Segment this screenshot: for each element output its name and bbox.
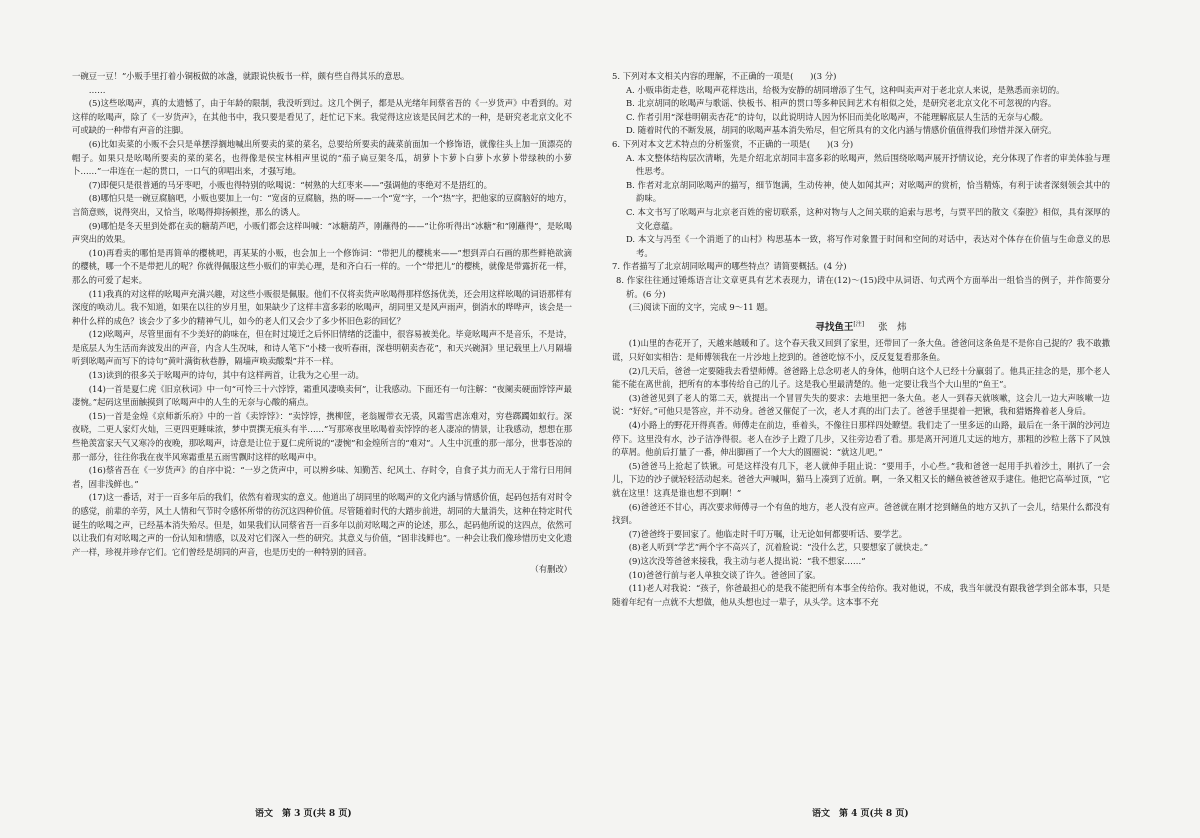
story-paragraph-2: (2)几天后，爸爸一定要随我去看望师傅。爸爸路上总念叨老人的身体，他明白这个人已经十分羸弱了。他具正挂念的是，那个老人能不能在离世前，把所有的本事传给自己的儿子。这是我心里最清楚的。他一定要让我当个大山里的“鱼王”。 xyxy=(612,365,1110,390)
paragraph-15: (15)一首是金煌《京师新乐府》中的一首《卖饽饽》：“卖饽饽，携柳筐，老翁履带衣无裘，风霜雪虐冻难对，穷巷踯躅如蚁行。深夜晓，二更人家灯火灿，三更四更睡味浓，梦中贾撰无痕头有半……”写那寒夜里吆喝着卖饽饽的老人凄凉的情景，让我感动，想想在那些艳羡富家天气又寒冷的夜晚，那吆喝声，诗意是让位于夏仁虎所说的“凄惋”和金煌所言的“难对”。人生中沉重的那一部分，世事苍凉的那一部分，往往你我在夜半风寒霜重星五雨雪飘时这样的吆喝声中。 xyxy=(72,410,572,462)
question-6: 6. 下列对本文艺术特点的分析鉴赏，不正确的一项是( )(3 分) xyxy=(612,138,854,149)
story-title: 寻找鱼王 xyxy=(815,321,854,333)
story-paragraph-6: (6)爸爸还不甘心，再次要求师傅寻一个有鱼的地方，老人没有应声。爸爸就在刚才挖到鳝鱼的地方又扒了一会儿，结果什么都没有找到。 xyxy=(612,501,1110,526)
page-footer-left: 语文 第 3 页(共 8 页) xyxy=(255,809,352,819)
question-5-option-a: A. 小贩串街走巷，吆喝声花样迭出，给极为安静的胡同增添了生气，这种叫卖声对于老北京人来说，是熟悉而亲切的。 xyxy=(626,84,1065,95)
page-footer-right: 语文 第 4 页(共 8 页) xyxy=(812,809,909,819)
question-6-option-d: D. 本文与冯至《一个消逝了的山村》构思基本一致，将写作对象置于时间和空间的对话中，表达对个体存在价值与生命意义的思考。 xyxy=(626,234,1110,258)
paragraph-10: (10)再看卖的哪怕是再简单的樱桃吧，再某某的小贩，也会加上一个修饰词：“带把儿的樱桃来——”想到弄白石画的那些鲜艳欲滴的樱桃，哪一个不是带把儿的呢？你就得佩服这些小贩们的审美心理，是和齐白石一样的。一个“带把儿”的樱桃，就像是带露折花一样，那么的可爱了起来。 xyxy=(72,247,572,285)
question-8: 8. 作家往往通过锤炼语言让文章更具有艺术表现力，请在(12)～(15)段中从词语、句式两个方面举出一组恰当的例子，并作简要分析。(6 分) xyxy=(616,274,1110,299)
question-5-option-c: C. 作者引用“深巷明朝卖杏花”的诗句，以此说明诗人因为怀旧而美化吆喝声，不能理解底层人生活的无奈与心酸。 xyxy=(626,111,1048,122)
story-paragraph-10: (10)爸爸行前与老人单独交谈了许久。爸爸回了家。 xyxy=(628,569,821,580)
paragraph-continuation: 一碗豆一豆！”小贩手里打着小铜板做的冰盏，就跟说快板书一样，颇有些自得其乐的意思。 xyxy=(72,71,410,81)
question-5: 5. 下列对本文相关内容的理解，不正确的一项是( )(3 分) xyxy=(612,71,837,81)
section-3-heading: (三)阅读下面的文字，完成 9～11 题。 xyxy=(628,302,773,313)
paragraph-14: (14)一首是夏仁虎《旧京秋词》中一句“可怜三十六饽饽，霜重风凄唤卖何”，让我感动。下面还有一句注解：“夜阑卖硬面饽饽声最凄惋。”起码这里面触摸到了吆喝声中的人生的无奈与心酸的痛点。 xyxy=(72,383,572,408)
question-6-option-a: A. 本文整体结构层次清晰，先是介绍北京胡同丰富多彩的吆喝声，然后围绕吆喝声展开抒情议论，充分体现了作者的审美体验与理性思考。 xyxy=(626,152,1110,177)
story-paragraph-3: (3)爸爸见到了老人的第二天，就提出一个冒冒失失的要求：去地里把一条大鱼。老人一到春天就咳嗽，这会儿一边大声咳嗽一边说：“好好。”可他只是答应，并不动身。爸爸又催促了一次，老人才真的出门去了。爸爸手里提着一把锹，我和猎婿搀着老人身后。 xyxy=(612,392,1110,417)
question-6-option-b: B. 作者对北京胡同吆喝声的描写，细节饱满，生动传神，使人如闻其声；对吆喝声的赏析，恰当精炼，有利于读者深刻领会其中的韵味。 xyxy=(626,179,1110,204)
story-author: 张 炜 xyxy=(878,321,907,333)
ellipsis-line: …… xyxy=(88,84,106,95)
paragraph-9: (9)哪怕是冬天里到处都在卖的糖葫芦吧，小贩们都会这样叫喊：“冰糖葫芦，刚蘸得的——”让你听得出“冰糖”和“刚蘸得”，是吆喝声突出的效果。 xyxy=(72,220,572,245)
paragraph-6: (6)比如卖菜的小贩不会只是单摆浮搁地喊出所要卖的菜的菜名，总要给所要卖的蔬菜前面加一个修饰语，就像往头上加一顶漂亮的帽子。如果只是吆喝所要卖的菜的菜名，也得像是侯宝林相声里说的“茄子扁豆架冬瓜，胡萝卜卞萝卜白萝卜水萝卜带绿秧的小萝卜……”一串连在一起的贯口，一口气的卯唱出来，才强写地。 xyxy=(72,138,572,177)
paragraph-7: (7)即便只是很普通的马牙枣吧，小贩也得特别的吆喝说：“树熟的大红枣来——”强调他的枣绝对不是捂红的。 xyxy=(88,179,492,190)
paragraph-5: (5)这些吆喝声，真的太遗憾了，由于年龄的限制，我没听到过。这几个例子，都是从光绪年间蔡省吾的《一岁货声》中看到的。对这样的吆喝声，除了《一岁货声》，在其他书中，我只要是看见了，赶忙记下来。我觉得这应该是民间艺术的一种，是研究老北京文化不可或缺的一种带有声音的注脚。 xyxy=(72,98,572,136)
question-5-option-b: B. 北京胡同的吆喝声与歌谣、快板书、相声的贯口等多种民间艺术有相似之处，是研究老北京文化不可忽视的内容。 xyxy=(626,98,1057,109)
story-title-note: [注] xyxy=(853,320,865,328)
story-paragraph-7: (7)爸爸终于要回家了。他临走时千叮万嘱，让无论如何都要听话、要学艺。 xyxy=(628,528,907,539)
story-paragraph-11: (11)老人对我说：“孩子，你爸最担心的是我不能把所有本事全传给你。我对他说，不成，我当年就没有跟我爸学到全部本事，只是随着年纪有一点就不大想做，他从头想也过一辈子，从头学。这本事不充 xyxy=(612,583,1110,607)
story-paragraph-8: (8)老人听到“学艺”两个字不高兴了，沉着脸说：“没什么艺，只要想家了就快走。” xyxy=(628,542,928,553)
paragraph-17: (17)这一番话，对于一百多年后的我们，依然有着现实的意义。他道出了胡同里的吆喝声的文化内涵与情感价值，起码包括有对时令的感觉，前辈的辛劳，风土人情和气节时令感怀所带的彷沉这四种价值。尽管随着时代的大踏步前进，胡同的大量消失，这种在特定时代诞生的吆喝之声，已经基本消失殆尽。但是，如果我们认同蔡省吾一百多年以前对吆喝之声的论述，那么，起码他所说的这四点，依然可以让我们有对吆喝之声的一份认知和情感，以及对它们深入一些的研究。其意义与价值，“固非浅鲜也”。一种会让我们像珍惜历史文化遗产一样，珍视并珍存它们。它们曾经是胡同的声音，也是历史的一种特别的回音。 xyxy=(72,492,572,557)
story-paragraph-4: (4)小路上的野花开得真香。师傅走在前边，垂着头，不像往日那样四处瞭望。我们走了一里多远的山路，最后在一条干涸的沙河边停下。这里没有水，沙子洁净得很。老人在沙子上蹬了几步，又往旁边看了看。那是离开河道几丈远的地方，那粗的沙粒上落下了风蚀的草屑。他前后打量了一番，伸出脚画了一个大大的圆圈说：“就这儿吧。” xyxy=(612,420,1110,458)
story-paragraph-1: (1)山里的杏花开了，天越来越暖和了。这个春天我又回到了家里，还带回了一条大鱼。爸爸问这条鱼是不是你自己捉的？我不敢撒谎，只好如实相告：是师傅领我在一片沙地上挖到的。爸爸吃惊不小，反反复复看那条鱼。 xyxy=(612,338,1110,363)
source-note: （有删改） xyxy=(530,564,572,575)
story-paragraph-9: (9)这次没等爸爸来接我，我主动与老人提出说：“我不想家……” xyxy=(628,555,866,566)
right-column xyxy=(612,70,1110,609)
paragraph-12: (12)吆喝声，尽管里面有不少美好的韵味在，但在时过境迁之后怀旧情绪的泛滥中，很容易被美化。毕竟吆喝声不是音乐，不是诗，是底层人为生活而奔波发出的声音，内含人生况味，和诗人笔下“小楼一夜听春雨，深巷明朝卖杏花”，和天兴碗洞》里记载里上八月隔墙听到吆喝声而写下的诗句“黄叶满街秋巷静，隔墙声唤卖酸梨”并不一样。 xyxy=(72,329,572,367)
paragraph-11: (11)我真的对这样的吆喝声充满兴趣，对这些小贩很是佩服。他们不仅将卖货声吆喝得那样悠扬优美，还会用这样吆喝的词语那样有深度的唤动儿。我不知道，如果在以往的岁月里，如果缺少了这样丰富多彩的吆喝声，胡同里又是风声雨声，倒消水的哗哗声，该会是一种什么样的成色？该会少了多少的精神气儿，如今的老人们又会少了多少怀旧色彩的回忆？ xyxy=(72,288,572,326)
paragraph-16: (16)蔡省吾在《一岁货声》的自序中说：“一岁之货声中，可以辨乡味、知勤苦、纪风土、存时令，自食子其力而无人于常行日用间者，固非浅鲜也。” xyxy=(72,465,572,489)
paragraph-8: (8)哪怕只是一碗豆腐脑吧，小贩也要加上一句：“宽卤的豆腐脑，热的呀——一个“宽”字，一个“热”字，把他家的豆腐脑好的地方，言简意赅，说得突出，又恰当，吆喝得抑扬顿挫，那么的诱人。 xyxy=(72,193,572,217)
left-column xyxy=(72,70,572,577)
story-paragraph-5: (5)爸爸马上抢起了铁锹。可是这样没有几下，老人就伸手阻止说：“要用手，小心些。”我和爸爸一起用手扒着沙土，刚扒了一会儿，下边的沙子就轻轻活动起来。爸爸大声喊叫，猫马上凑到了近前。啊，一条又粗又长的鳝鱼被爸爸双手逮住。他把它高举过顶，“它就在这里！这真是谁也想不到啊！” xyxy=(612,460,1110,498)
paragraph-13: (13)读到的很多关于吆喝声的诗句，其中有这样两首，让我为之心里一动。 xyxy=(88,370,364,381)
question-7: 7. 作者描写了北京胡同吆喝声的哪些特点？请简要概括。(4 分) xyxy=(612,261,847,272)
story-title-line xyxy=(612,318,1110,335)
question-5-option-d: D. 随着时代的不断发展，胡同的吆喝声基本消失殆尽，但它所具有的文化内涵与情感价值值得我们珍惜并深入研究。 xyxy=(626,125,1057,136)
question-6-option-c: C. 本文书写了吆喝声与北京老百姓的密切联系，这种对物与人之间关联的追索与思考，与贾平凹的散文《秦腔》相似，具有深厚的文化意蕴。 xyxy=(626,206,1110,231)
